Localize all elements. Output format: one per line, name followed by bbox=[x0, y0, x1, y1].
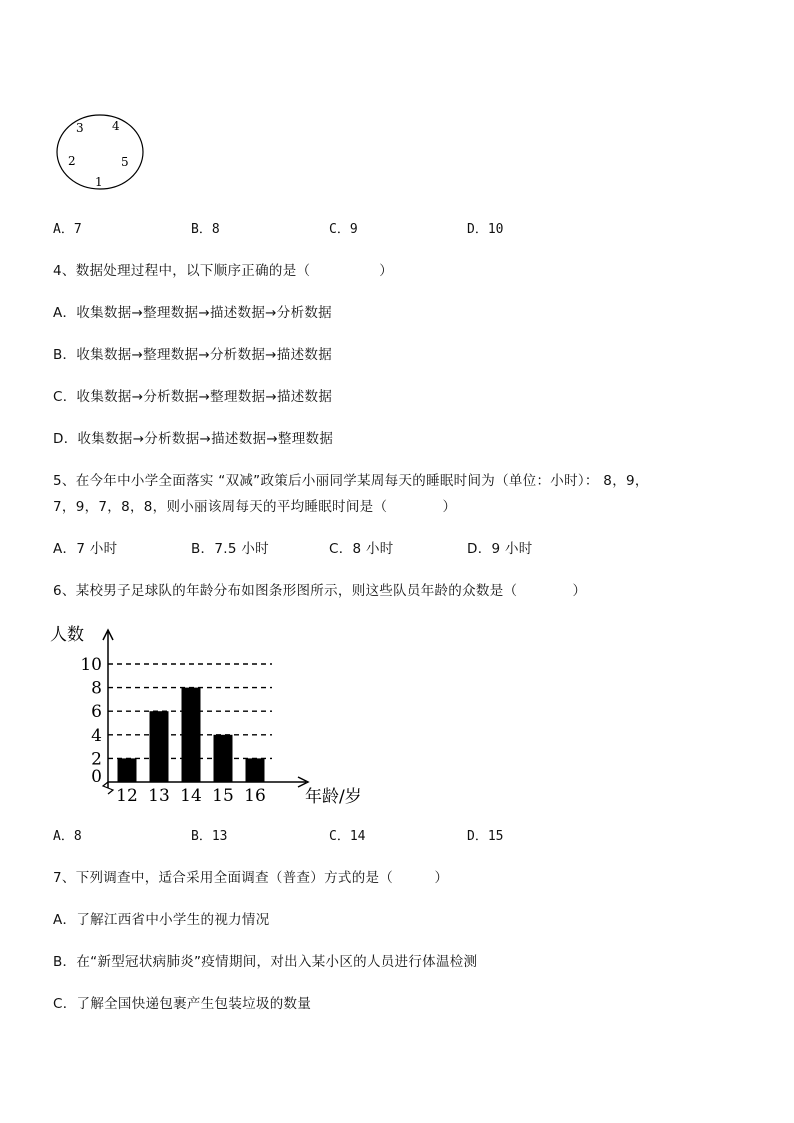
q7-option-c: C．了解全国快递包裹产生包装垃圾的数量 bbox=[53, 996, 312, 1012]
q5-option-c: C．8 小时 bbox=[329, 541, 394, 557]
bar-age-15 bbox=[214, 735, 233, 782]
q3-option-c: C．9 bbox=[329, 222, 358, 237]
q4-option-b: B．收集数据→整理数据→分析数据→描述数据 bbox=[53, 347, 332, 363]
y-tick-label: 2 bbox=[91, 749, 102, 770]
bar-age-12 bbox=[118, 758, 137, 782]
q4-option-a: A．收集数据→整理数据→描述数据→分析数据 bbox=[53, 305, 332, 321]
q7-option-a: A．了解江西省中小学生的视力情况 bbox=[53, 912, 270, 928]
spinner-number: 2 bbox=[68, 154, 76, 168]
bar-age-14 bbox=[182, 688, 201, 782]
q4-option-c: C．收集数据→分析数据→整理数据→描述数据 bbox=[53, 389, 333, 405]
spinner-number: 4 bbox=[112, 119, 120, 133]
bar-age-16 bbox=[246, 758, 265, 782]
x-tick-label: 16 bbox=[244, 786, 266, 806]
q5-option-b: B．7.5 小时 bbox=[191, 541, 269, 557]
q3-option-d: D．10 bbox=[467, 222, 504, 237]
q3-option-b: B．8 bbox=[191, 222, 220, 237]
bar-age-13 bbox=[150, 711, 169, 782]
q6-option-a: A．8 bbox=[53, 829, 82, 844]
q6-option-d: D．15 bbox=[467, 829, 504, 844]
q4-stem: 4、数据处理过程中，以下顺序正确的是（ ） bbox=[53, 263, 394, 279]
y-tick-label: 10 bbox=[80, 655, 102, 675]
q4-option-d: D．收集数据→分析数据→描述数据→整理数据 bbox=[53, 431, 334, 447]
q7-option-b: B．在“新型冠状病肺炎”疫情期间，对出入某小区的人员进行体温检测 bbox=[53, 954, 478, 970]
spinner-figure bbox=[54, 112, 148, 192]
q5-stem-line1: 5、在今年中小学全面落实 “双减”政策后小丽同学某周每天的睡眠时间为（单位：小时）： 8，9， bbox=[53, 473, 649, 489]
age-bar-chart bbox=[50, 618, 380, 813]
q3-option-a: A．7 bbox=[53, 222, 82, 237]
y-tick-label: 0 bbox=[91, 767, 102, 787]
q6-option-b: B．13 bbox=[191, 829, 228, 844]
q6-option-c: C．14 bbox=[329, 829, 366, 844]
y-tick-labels bbox=[80, 655, 102, 787]
y-tick-label: 4 bbox=[91, 725, 102, 746]
q6-stem: 6、某校男子足球队的年龄分布如图条形图所示，则这些队员年龄的众数是（ ） bbox=[53, 583, 587, 599]
spinner-number: 5 bbox=[121, 155, 129, 169]
x-tick-label: 14 bbox=[180, 786, 202, 806]
x-tick-labels bbox=[116, 786, 266, 806]
y-axis-label: 人数 bbox=[50, 625, 84, 645]
spinner-number: 1 bbox=[95, 175, 103, 189]
y-tick-label: 8 bbox=[91, 678, 102, 699]
x-axis-label: 年龄/岁 bbox=[305, 787, 362, 807]
q7-stem: 7、下列调查中，适合采用全面调查（普查）方式的是（ ） bbox=[53, 870, 449, 886]
x-tick-label: 15 bbox=[212, 786, 234, 806]
spinner-number: 3 bbox=[76, 121, 84, 135]
q5-option-a: A．7 小时 bbox=[53, 541, 118, 557]
x-tick-label: 12 bbox=[116, 786, 138, 806]
y-tick-label: 6 bbox=[91, 702, 102, 723]
x-tick-label: 13 bbox=[148, 786, 170, 806]
q5-stem-line2: 7，9，7，8，8，则小丽该周每天的平均睡眠时间是（ ） bbox=[53, 499, 457, 515]
q5-option-d: D．9 小时 bbox=[467, 541, 533, 557]
